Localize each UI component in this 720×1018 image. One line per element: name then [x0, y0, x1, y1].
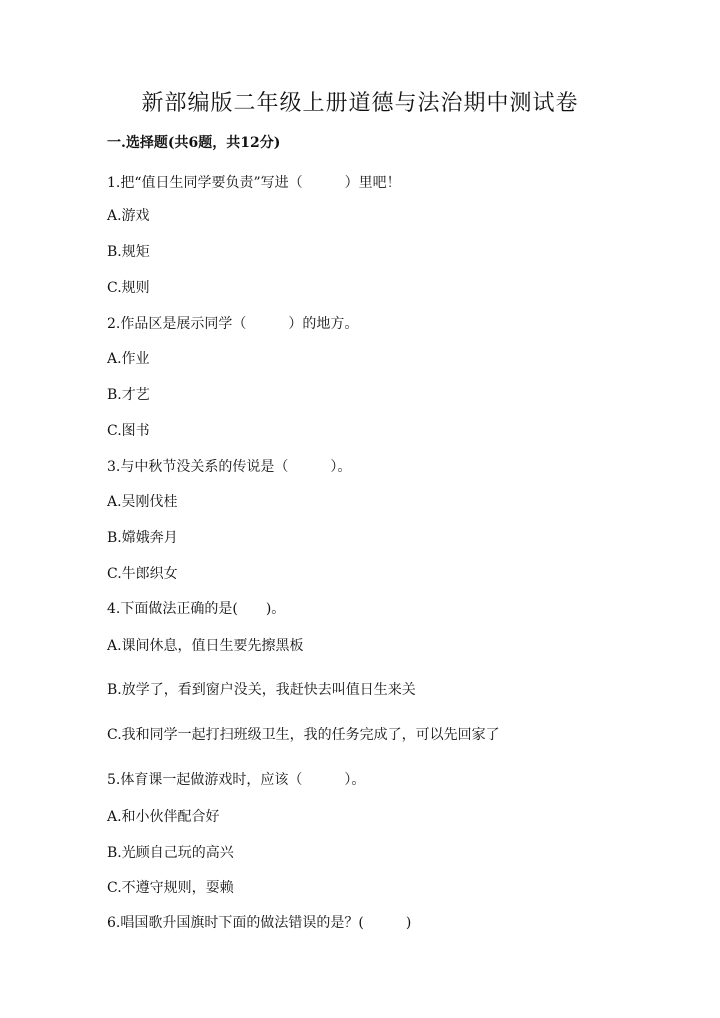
question-1-stem: 1.把“值日生同学要负责”写进（ ）里吧！	[107, 175, 401, 191]
question-3-option-c: C.牛郎织女	[107, 566, 178, 582]
question-1-option-c: C.规则	[107, 280, 150, 296]
question-6-stem: 6.唱国歌升国旗时下面的做法错误的是？( )	[107, 915, 412, 931]
question-5-stem: 5.体育课一起做游戏时，应该（ ）。	[107, 772, 366, 788]
page-title: 新部编版二年级上册道德与法治期中测试卷	[141, 91, 579, 116]
question-2-option-a: A.作业	[107, 351, 150, 367]
section-heading: 一.选择题(共6题，共12分)	[107, 135, 281, 151]
question-3-option-a: A.吴刚伐桂	[107, 494, 178, 510]
question-4-stem: 4.下面做法正确的是( )。	[107, 601, 286, 617]
question-1-option-b: B.规矩	[107, 244, 150, 260]
question-4-option-a: A.课间休息，值日生要先擦黑板	[107, 638, 304, 654]
question-2-option-b: B.才艺	[107, 387, 150, 403]
question-4-option-c: C.我和同学一起打扫班级卫生，我的任务完成了，可以先回家了	[107, 727, 500, 743]
question-5-option-c: C.不遵守规则，耍赖	[107, 880, 234, 896]
question-4-option-b: B.放学了，看到窗户没关，我赶快去叫值日生来关	[107, 682, 416, 698]
question-3-stem: 3.与中秋节没关系的传说是（ ）。	[107, 459, 352, 475]
question-5-option-b: B.光顾自己玩的高兴	[107, 845, 234, 861]
question-3-option-b: B.嫦娥奔月	[107, 530, 178, 546]
question-2-stem: 2.作品区是展示同学（ ）的地方。	[107, 316, 359, 332]
question-5-option-a: A.和小伙伴配合好	[107, 809, 220, 825]
question-2-option-c: C.图书	[107, 423, 150, 439]
question-1-option-a: A.游戏	[107, 208, 150, 224]
